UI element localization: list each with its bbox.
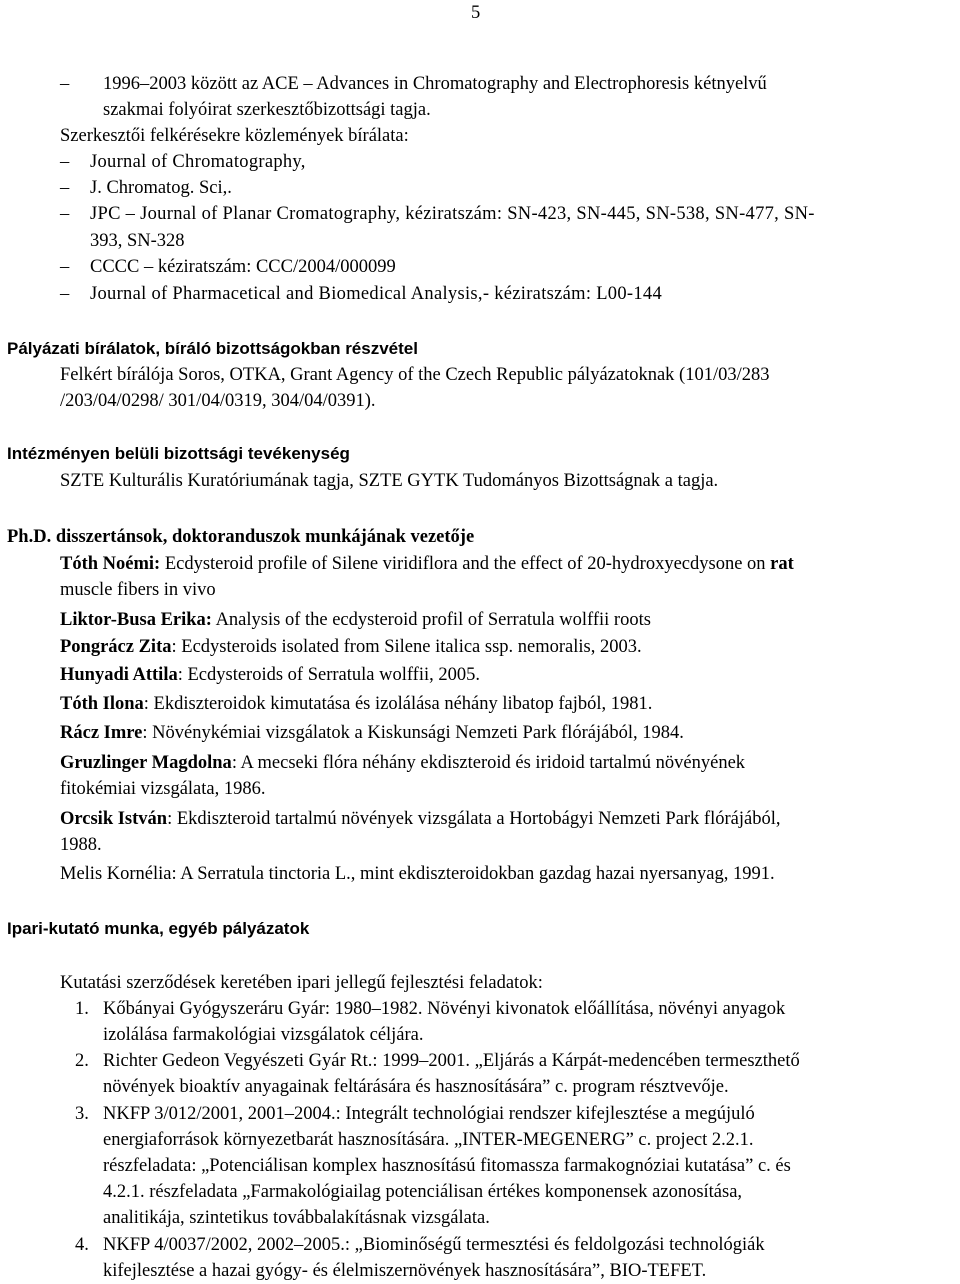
thesis-title: Analysis of the ecdysteroid profil of Serratula wolffii roots — [211, 610, 651, 630]
industry-item-text: Kőbányai Gyógyszeráru Gyár: 1980–1982. Növényi kivonatok előállítása, növényi anyagok — [103, 999, 786, 1019]
list-dash: – — [60, 74, 70, 94]
list-dash: – — [60, 257, 70, 277]
grants-text: /203/04/0298/ 301/04/0319, 304/04/0391). — [60, 391, 376, 411]
industry-item-text: kifejlesztése a hazai gyógy- és élelmiszernövények hasznosítására”, BIO-TEFET. — [103, 1261, 707, 1281]
phd-entry-continued: fitokémiai vizsgálata, 1986. — [60, 779, 266, 799]
phd-entry: Melis Kornélia: A Serratula tinctoria L., mint ekdiszteroidokban gazdag hazai nyersanyag, 1991. — [60, 864, 775, 884]
industry-item-text: NKFP 3/012/2001, 2001–2004.: Integrált technológiai rendszer kifejlesztése a megújuló — [103, 1104, 755, 1124]
journal-item: J. Chromatog. Sci,. — [90, 178, 232, 198]
list-item-text: 1996–2003 között az ACE – Advances in Chromatography and Electrophoresis kétnyelvű — [103, 74, 767, 94]
thesis-title: : Növénykémiai vizsgálatok a Kiskunsági Nemzeti Park flórájából, 1984. — [142, 723, 684, 743]
journal-item: Journal of Chromatography, — [90, 152, 306, 172]
list-dash: – — [60, 284, 70, 304]
list-dash: – — [60, 178, 70, 198]
section-heading-committee: Intézményen belüli bizottsági tevékenység — [7, 444, 350, 463]
industry-item-text: 4.2.1. részfeladata „Farmakológiailag potenciálisan értékes komponensek azonosítása, — [103, 1182, 743, 1202]
thesis-title: : Ecdysteroids of Serratula wolffii, 2005. — [177, 665, 480, 685]
section-heading-phd — [7, 524, 474, 550]
industry-item-text: Richter Gedeon Vegyészeti Gyár Rt.: 1999–2001. „Eljárás a Kárpát-medencében termeszthető — [103, 1051, 800, 1071]
reviews-intro: Szerkesztői felkérésekre közlemények bírálata: — [60, 126, 409, 146]
thesis-title: : Ekdiszteroidok kimutatása és izolálása néhány libatop fajból, 1981. — [143, 694, 653, 714]
industry-intro: Kutatási szerződések keretében ipari jellegű fejlesztési feladatok: — [60, 973, 543, 993]
industry-item-text: részfeladata: „Potenciálisan komplex hasznosítású fitomassza farmakognóziai kutatása” c. és — [103, 1156, 791, 1176]
committee-text: SZTE Kulturális Kuratóriumának tagja, SZTE GYTK Tudományos Bizottságnak a tagja. — [60, 471, 719, 491]
thesis-title: : Ekdiszteroid tartalmú növények vizsgálata a Hortobágyi Nemzeti Park flórájából, — [167, 809, 781, 829]
student-name: Tóth Ilona — [60, 694, 144, 714]
list-number: 2. — [75, 1051, 89, 1071]
phd-entry — [60, 806, 780, 832]
list-number: 1. — [75, 999, 89, 1019]
journal-item: CCCC – kéziratszám: CCC/2004/000099 — [90, 257, 396, 277]
industry-item-text: izolálása farmakológiai vizsgálatok céljára. — [103, 1025, 424, 1045]
journal-item: JPC – Journal of Planar Cromatography, kéziratszám: SN-423, SN-445, SN-538, SN-477, SN- — [90, 204, 815, 224]
list-number: 4. — [75, 1235, 89, 1255]
phd-entry — [60, 634, 642, 660]
student-name: Orcsik István — [60, 809, 168, 829]
student-name: Rácz Imre — [60, 723, 143, 743]
industry-item-text: NKFP 4/0037/2002, 2002–2005.: „Biominőségű termesztési és feldolgozási technológiák — [103, 1235, 765, 1255]
student-name: Hunyadi Attila — [60, 665, 178, 685]
grants-text: Felkért bírálója Soros, OTKA, Grant Agency of the Czech Republic pályázatoknak (101/03/283 — [60, 365, 770, 385]
student-name: Tóth Noémi: — [60, 554, 161, 574]
industry-item-text: analitikája, szintetikus továbbalakításnak vizsgálata. — [103, 1208, 490, 1228]
student-name: Gruzlinger Magdolna — [60, 753, 232, 773]
industry-item-text: energiaforrások környezetbarát hasznosítására. „INTER-MEGENERG” c. project 2.2.1. — [103, 1130, 754, 1150]
list-number: 3. — [75, 1104, 89, 1124]
journal-item: Journal of Pharmacetical and Biomedical Analysis,- kéziratszám: L00-144 — [90, 284, 663, 304]
student-name: Liktor-Busa Erika: — [60, 610, 212, 630]
phd-entry — [60, 750, 745, 776]
list-item-text: szakmai folyóirat szerkesztőbizottsági tagja. — [103, 100, 431, 120]
page-number: 5 — [471, 3, 481, 23]
phd-entry — [60, 691, 652, 717]
industry-item-text: növények bioaktív anyagainak feltárására és hasznosítására” c. program résztvevője. — [103, 1077, 729, 1097]
section-heading-grants: Pályázati bírálatok, bíráló bizottságokban részvétel — [7, 339, 418, 358]
thesis-title: : Ecdysteroids isolated from Silene italica ssp. nemoralis, 2003. — [171, 637, 642, 657]
thesis-title: Ecdysteroid profile of Silene viridiflora and the effect of 20-hydroxyecdysone on — [160, 554, 771, 574]
list-dash: – — [60, 152, 70, 172]
phd-entry — [60, 662, 480, 688]
thesis-title-bold: rat — [770, 554, 794, 574]
student-name: Pongrácz Zita — [60, 637, 172, 657]
phd-entry-continued: muscle fibers in vivo — [60, 580, 216, 600]
phd-entry — [60, 607, 651, 633]
thesis-title: : A mecseki flóra néhány ekdiszteroid és iridoid tartalmú növényének — [231, 753, 746, 773]
section-heading-industry: Ipari-kutató munka, egyéb pályázatok — [7, 919, 310, 938]
phd-heading-text: Ph.D. disszertánsok, doktoranduszok munkájának vezetője — [7, 527, 475, 547]
list-dash: – — [60, 204, 70, 224]
phd-entry — [60, 551, 794, 577]
journal-item-continued: 393, SN-328 — [90, 231, 185, 251]
phd-entry — [60, 720, 684, 746]
phd-entry-continued: 1988. — [60, 835, 102, 855]
